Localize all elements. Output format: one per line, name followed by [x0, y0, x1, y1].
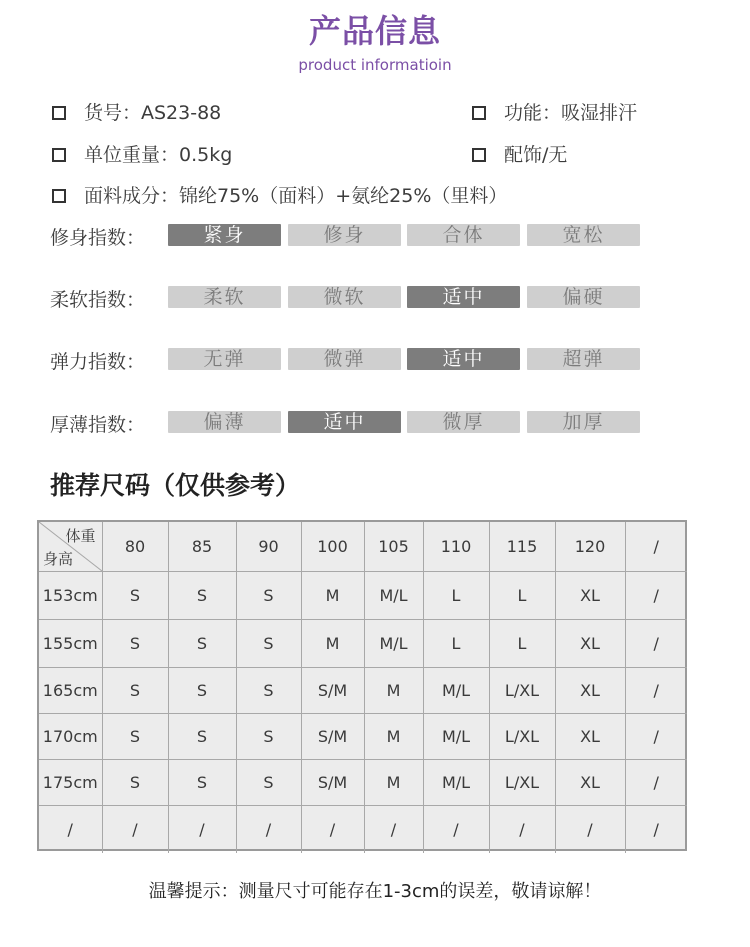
size-cell: XL — [555, 759, 625, 805]
table-row — [39, 713, 687, 759]
size-cell: M — [364, 759, 423, 805]
size-cell: S — [168, 667, 236, 713]
size-cell: S — [236, 713, 301, 759]
size-cell: S — [102, 667, 168, 713]
index-option: 无弹 — [168, 348, 281, 370]
index-option: 合体 — [407, 224, 520, 246]
index-option: 微厚 — [407, 411, 520, 433]
size-cell: S — [102, 713, 168, 759]
size-cell: S — [102, 759, 168, 805]
info-function — [472, 98, 637, 125]
size-cell: M/L — [364, 619, 423, 667]
function-text: 功能：吸湿排汗 — [504, 102, 638, 124]
table-row — [39, 805, 687, 853]
size-cell: S — [236, 667, 301, 713]
table-corner-cell — [39, 522, 102, 571]
table-header-row — [39, 522, 687, 571]
size-cell: L — [423, 571, 489, 619]
size-cell: L/XL — [489, 667, 555, 713]
size-cell: S — [168, 713, 236, 759]
weight-header: 体重 — [65, 527, 96, 545]
size-cell: M/L — [423, 759, 489, 805]
size-cell: / — [625, 571, 687, 619]
checkbox-icon — [52, 106, 66, 120]
size-cell: M — [301, 571, 364, 619]
size-cell: / — [168, 805, 236, 853]
height-header: 身高 — [43, 549, 74, 568]
size-cell: S — [102, 619, 168, 667]
unit-weight-text: 单位重量：0.5kg — [84, 144, 233, 166]
checkbox-icon — [52, 148, 66, 162]
size-cell: / — [625, 667, 687, 713]
footer-note: 温馨提示：测量尺寸可能存在1-3cm的误差，敬请谅解！ — [148, 881, 602, 902]
weight-column-header: 105 — [364, 522, 423, 571]
height-row-header: 153cm — [39, 571, 102, 619]
height-row-header: 175cm — [39, 759, 102, 805]
index-label: 厚薄指数： — [50, 414, 146, 436]
index-option: 紧身 — [168, 224, 281, 246]
weight-column-header: 80 — [102, 522, 168, 571]
size-cell: XL — [555, 619, 625, 667]
size-cell: L — [489, 571, 555, 619]
fabric-text: 面料成分：锦纶75%（面料）+氨纶25%（里料） — [84, 185, 508, 207]
size-chart-title: 推荐尺码（仅供参考） — [50, 471, 301, 500]
index-label: 柔软指数： — [50, 289, 146, 311]
size-cell: M/L — [423, 667, 489, 713]
table-row — [39, 759, 687, 805]
weight-column-header: 115 — [489, 522, 555, 571]
weight-column-header: 90 — [236, 522, 301, 571]
size-table — [39, 522, 687, 853]
index-option: 超弹 — [527, 348, 640, 370]
checkbox-icon — [472, 106, 486, 120]
size-cell: S — [236, 759, 301, 805]
height-row-header: / — [39, 805, 102, 853]
index-option: 适中 — [407, 348, 520, 370]
info-unit-weight — [52, 140, 232, 167]
size-cell: L/XL — [489, 713, 555, 759]
info-item-number — [52, 98, 221, 125]
index-option: 微弹 — [288, 348, 401, 370]
accessory-text: 配饰/无 — [504, 144, 568, 166]
size-cell: S — [168, 759, 236, 805]
index-option: 修身 — [288, 224, 401, 246]
page-subtitle: product informatioin — [298, 56, 452, 74]
index-option: 柔软 — [168, 286, 281, 308]
size-chart — [37, 520, 687, 851]
size-cell: / — [236, 805, 301, 853]
index-option: 宽松 — [527, 224, 640, 246]
size-cell: S/M — [301, 759, 364, 805]
weight-column-header: 100 — [301, 522, 364, 571]
size-cell: / — [625, 805, 687, 853]
size-cell: S — [236, 571, 301, 619]
size-cell: M/L — [423, 713, 489, 759]
size-cell: / — [423, 805, 489, 853]
size-cell: S — [168, 571, 236, 619]
size-cell: M — [364, 713, 423, 759]
weight-column-header: 120 — [555, 522, 625, 571]
size-cell: S — [168, 619, 236, 667]
weight-column-header: 85 — [168, 522, 236, 571]
index-label: 修身指数： — [50, 227, 146, 249]
size-cell: / — [625, 619, 687, 667]
checkbox-icon — [472, 148, 486, 162]
height-row-header: 170cm — [39, 713, 102, 759]
index-option: 偏薄 — [168, 411, 281, 433]
item-number-text: 货号：AS23-88 — [84, 102, 222, 124]
size-cell: XL — [555, 667, 625, 713]
size-cell: L — [489, 619, 555, 667]
height-row-header: 155cm — [39, 619, 102, 667]
size-cell: / — [555, 805, 625, 853]
info-accessory — [472, 140, 567, 167]
size-cell: / — [625, 713, 687, 759]
weight-column-header: 110 — [423, 522, 489, 571]
table-row — [39, 619, 687, 667]
index-option: 适中 — [288, 411, 401, 433]
size-cell: M — [301, 619, 364, 667]
index-option: 适中 — [407, 286, 520, 308]
table-row — [39, 571, 687, 619]
checkbox-icon — [52, 189, 66, 203]
index-option: 微软 — [288, 286, 401, 308]
size-cell: M — [364, 667, 423, 713]
size-cell: / — [301, 805, 364, 853]
size-cell: S — [236, 619, 301, 667]
size-cell: M/L — [364, 571, 423, 619]
size-cell: / — [364, 805, 423, 853]
table-row — [39, 667, 687, 713]
size-cell: S/M — [301, 667, 364, 713]
index-option: 偏硬 — [527, 286, 640, 308]
size-cell: L — [423, 619, 489, 667]
index-option: 加厚 — [527, 411, 640, 433]
size-cell: XL — [555, 571, 625, 619]
size-cell: / — [489, 805, 555, 853]
size-cell: L/XL — [489, 759, 555, 805]
size-cell: / — [625, 759, 687, 805]
size-cell: XL — [555, 713, 625, 759]
size-cell: / — [102, 805, 168, 853]
weight-column-header: / — [625, 522, 687, 571]
page-title: 产品信息 — [308, 12, 441, 50]
size-cell: S — [102, 571, 168, 619]
info-fabric — [52, 181, 507, 208]
index-label: 弹力指数： — [50, 351, 146, 373]
height-row-header: 165cm — [39, 667, 102, 713]
size-cell: S/M — [301, 713, 364, 759]
